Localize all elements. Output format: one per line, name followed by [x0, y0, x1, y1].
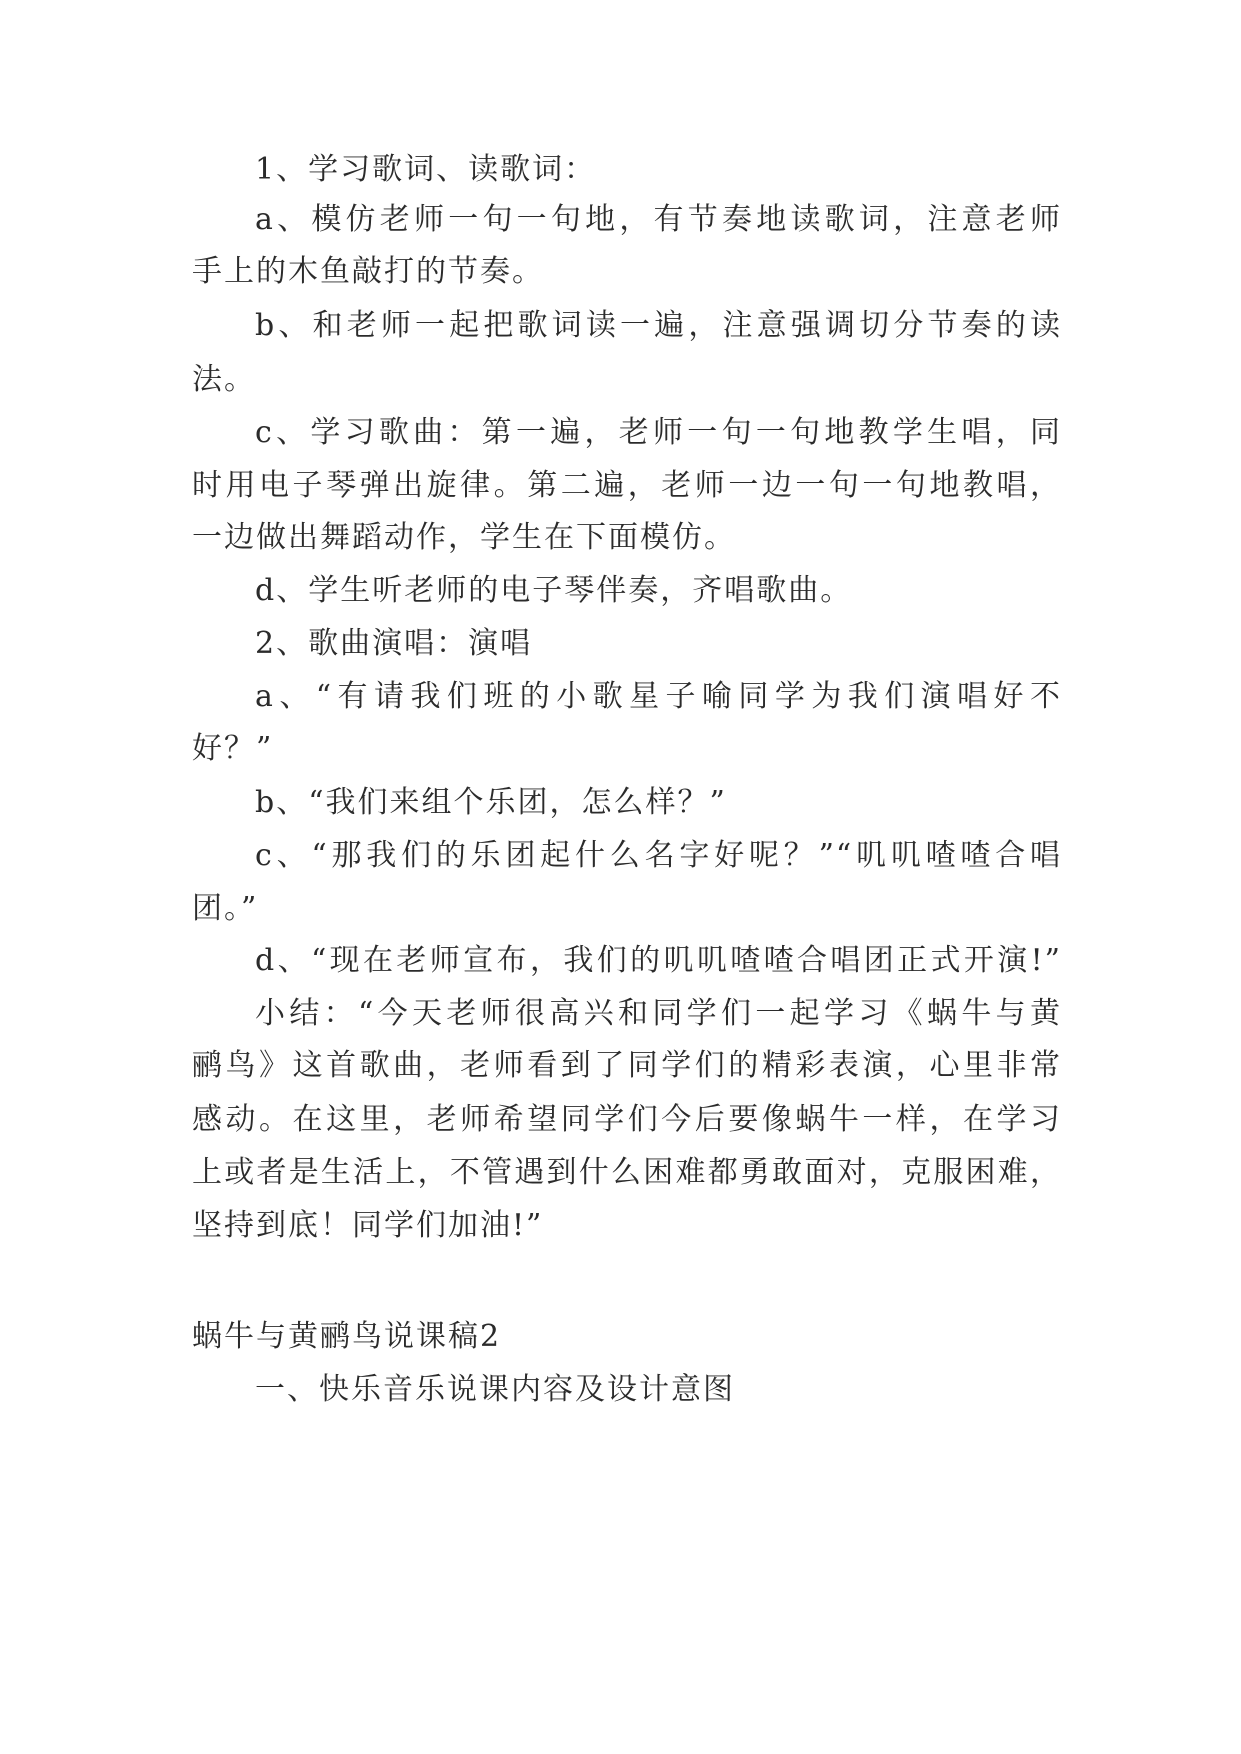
text-line: 一边做出舞蹈动作，学生在下面模仿。	[192, 520, 736, 555]
text-line: 鹂鸟》这首歌曲，老师看到了同学们的精彩表演，心里非常	[192, 1048, 1062, 1083]
text-line: c、“那我们的乐团起什么名字好呢？”“叽叽喳喳合唱	[255, 838, 1062, 873]
section-title: 蜗牛与黄鹂鸟说课稿2	[192, 1319, 502, 1354]
text-line: d、学生听老师的电子琴伴奏，齐唱歌曲。	[255, 573, 853, 608]
text-line: 团。”	[192, 891, 259, 926]
text-line: 坚持到底！同学们加油!”	[192, 1208, 544, 1243]
text-line: c、学习歌曲：第一遍，老师一句一句地教学生唱，同	[255, 415, 1062, 450]
text-line: 手上的木鱼敲打的节奏。	[192, 254, 544, 289]
text-line: 1、学习歌词、读歌词：	[255, 152, 597, 187]
text-line: 2、歌曲演唱：演唱	[255, 626, 533, 661]
text-line: a、“有请我们班的小歌星子喻同学为我们演唱好不	[255, 679, 1062, 714]
text-line: b、和老师一起把歌词读一遍，注意强调切分节奏的读	[255, 308, 1062, 343]
text-line: d、“现在老师宣布，我们的叽叽喳喳合唱团正式开演!”	[255, 943, 1062, 978]
text-line: 法。	[192, 362, 256, 397]
text-line: a、模仿老师一句一句地，有节奏地读歌词，注意老师	[255, 202, 1062, 237]
text-line: 好？”	[192, 731, 274, 766]
text-line: b、“我们来组个乐团，怎么样？”	[255, 785, 727, 820]
text-line: 上或者是生活上，不管遇到什么困难都勇敢面对，克服困难，	[192, 1155, 1062, 1190]
text-line: 小结：“今天老师很高兴和同学们一起学习《蜗牛与黄	[255, 996, 1062, 1031]
section-heading: 一、快乐音乐说课内容及设计意图	[255, 1372, 735, 1407]
text-line: 时用电子琴弹出旋律。第二遍，老师一边一句一句地教唱，	[192, 468, 1062, 503]
text-line: 感动。在这里，老师希望同学们今后要像蜗牛一样，在学习	[192, 1102, 1062, 1137]
